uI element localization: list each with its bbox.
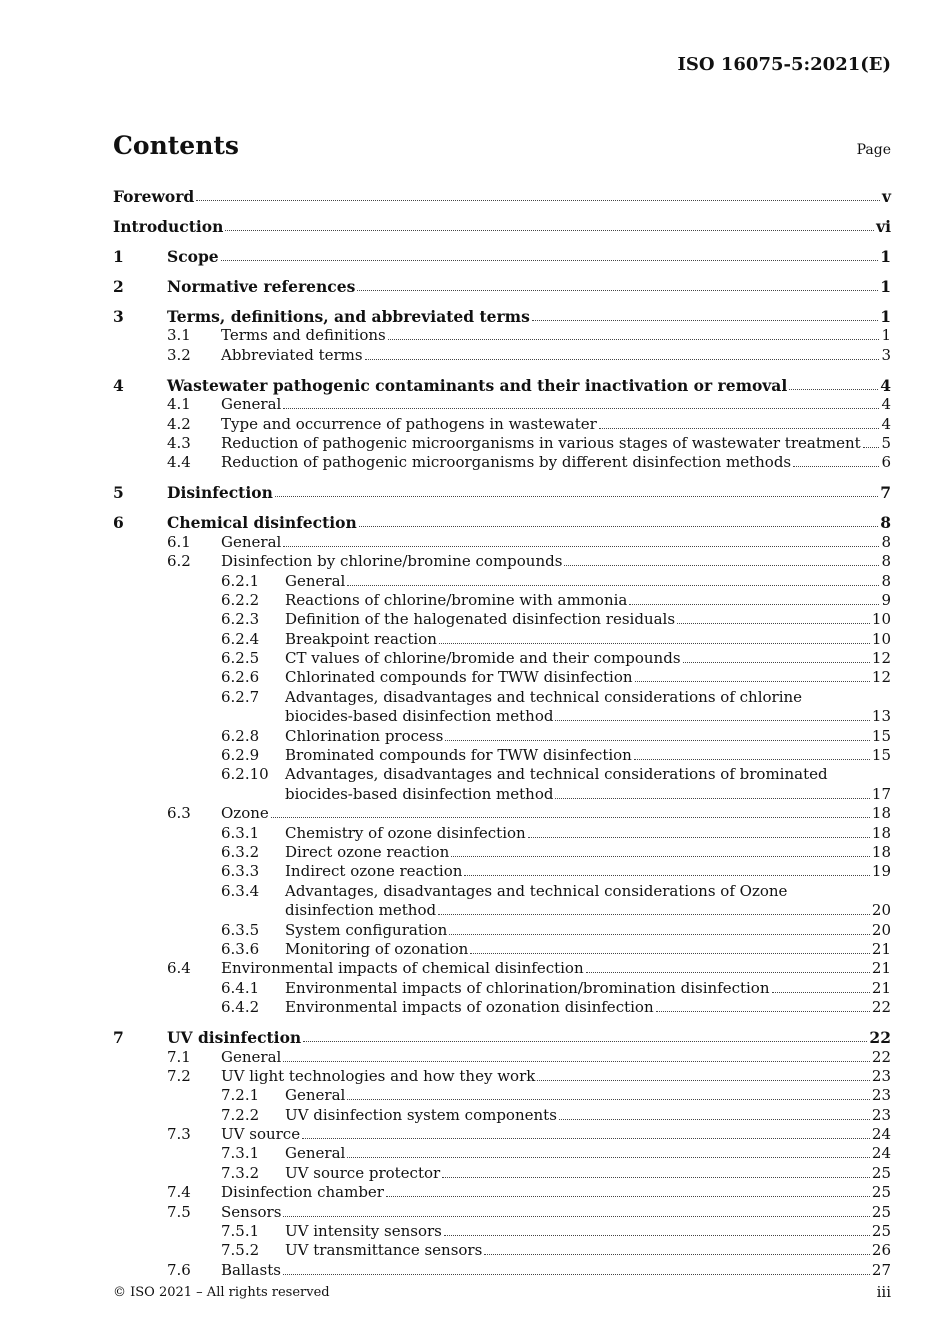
toc-entry-number: 7.5.1: [221, 1222, 260, 1241]
toc-entry[interactable]: [113, 862, 891, 881]
toc-entry-title: Type and occurrence of pathogens in wastewater: [221, 414, 597, 433]
toc-entry-page: 12: [871, 649, 891, 668]
toc-entry-page: 1: [880, 247, 891, 266]
toc-entry[interactable]: [113, 395, 891, 414]
toc-entry-page: 4: [880, 375, 891, 395]
leader-dots: [599, 428, 880, 429]
leader-dots: [635, 681, 870, 682]
toc-entry-page: 21: [871, 939, 891, 958]
toc-entry-number: 6.2.10: [221, 765, 269, 784]
toc-entry[interactable]: [113, 1202, 891, 1221]
toc-entry-page: 5: [881, 433, 891, 452]
toc-entry[interactable]: [113, 959, 891, 978]
toc-entry-page: 7: [880, 483, 891, 503]
toc-entry-page: 8: [881, 571, 891, 590]
toc-entry-page: 19: [871, 862, 891, 881]
toc-entry-title: Direct ozone reaction: [285, 842, 450, 861]
toc-entry-title: UV intensity sensors: [285, 1222, 442, 1241]
toc-entry-number: 7.1: [167, 1047, 191, 1066]
toc-entry-title: Introduction: [113, 217, 224, 236]
toc-entry-title: Advantages, disadvantages and technical considerations of brominated: [285, 765, 828, 784]
leader-dots: [302, 1138, 870, 1139]
toc-entry-number: 7.4: [167, 1183, 191, 1202]
toc-entry-number: 7.5.2: [221, 1241, 260, 1260]
toc-entry-title: General: [221, 1047, 282, 1066]
toc-entry[interactable]: [113, 215, 891, 236]
toc-entry-number: 6.2: [167, 552, 191, 571]
toc-entry-number: 6.2.5: [221, 649, 260, 668]
leader-dots: [634, 759, 870, 760]
toc-entry[interactable]: [113, 591, 891, 610]
toc-entry[interactable]: [113, 345, 891, 364]
toc-entry[interactable]: [113, 1144, 891, 1163]
toc-entry-title: Chlorinated compounds for TWW disinfection: [285, 668, 633, 687]
toc-entry[interactable]: [113, 1260, 891, 1279]
leader-dots: [444, 1235, 870, 1236]
toc-entry-page: 12: [871, 668, 891, 687]
toc-entry-title: Chemistry of ozone disinfection: [285, 823, 526, 842]
toc-entry-title: Advantages, disadvantages and technical considerations of chlorine: [285, 687, 803, 706]
leader-dots: [303, 1041, 867, 1042]
leader-dots: [283, 408, 879, 409]
toc-entry-page: 23: [871, 1066, 891, 1085]
toc-entry-title: System configuration: [285, 920, 448, 939]
toc-entry-title: Reactions of chlorine/bromine with ammonia: [285, 590, 628, 609]
toc-entry-number: 4.1: [167, 395, 191, 414]
toc-entry-number: 7.2: [167, 1066, 191, 1085]
toc-entry[interactable]: [113, 1067, 891, 1086]
toc-entry-number: 7.3.1: [221, 1144, 260, 1163]
toc-entry-page: 1: [880, 277, 891, 296]
toc-entry-number: 6.3.6: [221, 939, 260, 958]
toc-entry-number: 6.3.2: [221, 842, 260, 861]
toc-entry[interactable]: [113, 532, 891, 551]
toc-entry-page: 26: [871, 1241, 891, 1260]
leader-dots: [438, 914, 870, 915]
toc-entry-title: Terms, definitions, and abbreviated terms: [167, 307, 530, 326]
leader-dots: [470, 953, 870, 954]
toc-entry-title: Indirect ozone reaction: [285, 862, 463, 881]
leader-dots: [586, 972, 870, 973]
toc-entry-title: Ozone: [221, 804, 269, 823]
leader-dots: [537, 1080, 870, 1081]
leader-dots: [677, 623, 870, 624]
toc-entry-page: 9: [881, 590, 891, 609]
toc-entry-page: 1: [880, 307, 891, 326]
toc-entry-page: 8: [881, 532, 891, 551]
toc-entry-page: 27: [871, 1260, 891, 1279]
toc-entry-title: Scope: [167, 247, 219, 266]
toc-entry-title: Disinfection chamber: [221, 1183, 384, 1202]
toc-entry-page: 25: [871, 1202, 891, 1221]
toc-entry-continuation[interactable]: [113, 901, 891, 920]
toc-entry-title: Advantages, disadvantages and technical considerations of Ozone: [285, 881, 788, 900]
leader-dots: [442, 1177, 870, 1178]
toc-entry-page: 24: [871, 1125, 891, 1144]
toc-entry-page: v: [881, 187, 891, 206]
toc-entry-page: 23: [871, 1105, 891, 1124]
toc-entry[interactable]: [113, 1105, 891, 1124]
toc-entry[interactable]: [113, 481, 891, 502]
leader-dots: [528, 837, 870, 838]
toc-entry[interactable]: [113, 978, 891, 997]
toc-entry[interactable]: [113, 1086, 891, 1105]
toc-entry-title: Environmental impacts of chlorination/bromination disinfection: [285, 978, 770, 997]
toc-entry-number: 6: [113, 513, 124, 533]
toc-entry[interactable]: [113, 668, 891, 687]
toc-entry-number: 7.2.2: [221, 1105, 260, 1124]
leader-dots: [221, 260, 879, 261]
toc-entry-number: 7: [113, 1028, 124, 1048]
toc-entry-page: vi: [876, 217, 891, 236]
leader-dots: [365, 359, 880, 360]
toc-entry-number: 7.3.2: [221, 1163, 260, 1182]
toc-entry-title: UV source protector: [285, 1163, 441, 1182]
leader-dots: [196, 200, 880, 201]
leader-dots: [793, 466, 879, 467]
leader-dots: [359, 526, 878, 527]
leader-dots: [347, 585, 879, 586]
leader-dots: [772, 992, 870, 993]
toc-entry[interactable]: [113, 726, 891, 745]
toc-entry-page: 20: [871, 901, 891, 920]
toc-entry-title: Terms and definitions: [221, 326, 386, 345]
toc-entry-title: Brominated compounds for TWW disinfection: [285, 746, 632, 765]
leader-dots: [283, 1274, 870, 1275]
toc-entry-title: Ballasts: [221, 1260, 281, 1279]
leader-dots: [283, 1061, 870, 1062]
toc-entry-page: 8: [881, 552, 891, 571]
leader-dots: [629, 604, 879, 605]
document-code: ISO 16075-5:2021(E): [677, 54, 891, 75]
toc-entry-page: 13: [871, 707, 891, 726]
toc-entry[interactable]: [113, 305, 891, 326]
toc-entry-title: Disinfection by chlorine/bromine compounds: [221, 552, 563, 571]
toc-entry[interactable]: [113, 1241, 891, 1260]
toc-entry-title-continuation: biocides-based disinfection method: [285, 707, 554, 726]
toc-entry-title: Foreword: [113, 187, 195, 206]
toc-entry[interactable]: [113, 1183, 891, 1202]
leader-dots: [532, 320, 878, 321]
toc-entry-title: General: [221, 532, 282, 551]
toc-entry[interactable]: [113, 746, 891, 765]
toc-entry-number: 6.2.7: [221, 687, 260, 706]
toc-entry-page: 15: [871, 746, 891, 765]
toc-entry-number: 6.3.3: [221, 862, 260, 881]
toc-entry[interactable]: [113, 552, 891, 571]
toc-entry[interactable]: [113, 998, 891, 1017]
toc-entry-page: 1: [881, 326, 891, 345]
leader-dots: [564, 565, 879, 566]
leader-dots: [388, 339, 880, 340]
toc-entry-number: 6.3.1: [221, 823, 260, 842]
toc-entry[interactable]: [113, 649, 891, 668]
toc-entry-title: Monitoring of ozonation: [285, 939, 469, 958]
leader-dots: [451, 856, 870, 857]
toc-entry[interactable]: [113, 804, 891, 823]
toc-entry-number: 6.4.1: [221, 978, 260, 997]
toc-entry-page: 3: [881, 345, 891, 364]
toc-entry-number: 3.2: [167, 345, 191, 364]
toc-entry-number: 6.1: [167, 532, 191, 551]
toc-entry[interactable]: [113, 1026, 891, 1047]
toc-entry-number: 6.2.8: [221, 726, 260, 745]
leader-dots: [863, 447, 880, 448]
toc-entry[interactable]: [113, 275, 891, 296]
toc-entry-page: 18: [871, 823, 891, 842]
page-column-label: Page: [856, 142, 891, 158]
toc-entry[interactable]: [113, 1163, 891, 1182]
toc-entry-title: Wastewater pathogenic contaminants and their inactivation or removal: [167, 375, 788, 395]
toc-entry[interactable]: [113, 687, 891, 706]
toc-entry[interactable]: [113, 920, 891, 939]
leader-dots: [283, 546, 879, 547]
leader-dots: [357, 290, 878, 291]
toc-entry-title: Normative references: [167, 277, 356, 296]
toc-entry-title: General: [285, 1144, 346, 1163]
toc-entry-title: Chemical disinfection: [167, 513, 357, 533]
leader-dots: [555, 798, 869, 799]
toc-entry-title: Chlorination process: [285, 726, 444, 745]
toc-entry-number: 7.3: [167, 1125, 191, 1144]
toc-entry[interactable]: [113, 571, 891, 590]
toc-entry[interactable]: [113, 414, 891, 433]
toc-entry-title: General: [285, 571, 346, 590]
toc-entry-title-continuation: biocides-based disinfection method: [285, 784, 554, 803]
leader-dots: [283, 1216, 869, 1217]
leader-dots: [439, 643, 870, 644]
toc-entry-page: 15: [871, 726, 891, 745]
toc-entry-number: 4: [113, 375, 124, 395]
toc-entry-number: 4.2: [167, 414, 191, 433]
toc-entry[interactable]: [113, 1222, 891, 1241]
leader-dots: [484, 1254, 870, 1255]
toc-entry-number: 6.4.2: [221, 998, 260, 1017]
toc-entry-number: 2: [113, 277, 124, 296]
toc-entry-page: 17: [871, 784, 891, 803]
toc-entry-number: 6.4: [167, 959, 191, 978]
leader-dots: [555, 720, 869, 721]
toc-entry-title: UV light technologies and how they work: [221, 1066, 536, 1085]
toc-entry-page: 22: [871, 998, 891, 1017]
toc-entry-page: 25: [871, 1183, 891, 1202]
toc-entry[interactable]: [113, 511, 891, 532]
toc-entry-title: UV source: [221, 1125, 301, 1144]
toc-entry-number: 6.3: [167, 804, 191, 823]
leader-dots: [275, 496, 878, 497]
toc-entry-title: CT values of chlorine/bromide and their compounds: [285, 649, 681, 668]
toc-entry[interactable]: [113, 326, 891, 345]
leader-dots: [271, 817, 870, 818]
toc-entry[interactable]: [113, 765, 891, 784]
toc-entry[interactable]: [113, 434, 891, 453]
leader-dots: [225, 230, 874, 231]
leader-dots: [347, 1099, 870, 1100]
leader-dots: [559, 1119, 870, 1120]
leader-dots: [386, 1196, 870, 1197]
leader-dots: [683, 662, 870, 663]
toc-entry-number: 6.3.5: [221, 920, 260, 939]
toc-entry-page: 18: [871, 804, 891, 823]
leader-dots: [347, 1157, 870, 1158]
toc-entry-title: UV transmittance sensors: [285, 1241, 483, 1260]
toc-entry-title: Definition of the halogenated disinfection residuals: [285, 610, 676, 629]
toc-entry-page: 10: [871, 629, 891, 648]
toc-entry-page: 24: [871, 1144, 891, 1163]
toc-entry-page: 20: [871, 920, 891, 939]
toc-entry[interactable]: [113, 1047, 891, 1066]
toc-entry-title-continuation: disinfection method: [285, 901, 437, 920]
toc-entry-number: 6.2.2: [221, 590, 260, 609]
toc-entry[interactable]: [113, 629, 891, 648]
leader-dots: [656, 1011, 870, 1012]
toc-entry-number: 6.2.6: [221, 668, 260, 687]
toc-entry[interactable]: [113, 374, 891, 395]
toc-entry-number: 1: [113, 247, 124, 266]
toc-entry[interactable]: [113, 610, 891, 629]
toc-entry-number: 6.2.4: [221, 629, 260, 648]
toc-entry-page: 25: [871, 1222, 891, 1241]
toc-entry[interactable]: [113, 823, 891, 842]
toc-entry-continuation[interactable]: [113, 784, 891, 803]
toc-entry-page: 6: [881, 453, 891, 472]
toc-entry-title: UV disinfection system components: [285, 1105, 557, 1124]
toc-entry[interactable]: [113, 881, 891, 900]
toc-entry-title: Reduction of pathogenic microorganisms by different disinfection methods: [221, 453, 792, 472]
toc-entry-title: General: [221, 395, 282, 414]
toc-entry-page: 22: [871, 1047, 891, 1066]
toc-entry[interactable]: [113, 453, 891, 472]
page-title: Contents: [113, 131, 240, 160]
toc-entry-number: 3: [113, 307, 124, 326]
leader-dots: [445, 740, 870, 741]
toc-entry-page: 21: [871, 959, 891, 978]
toc-entry-title: Abbreviated terms: [221, 345, 363, 364]
toc-entry-page: 22: [869, 1028, 891, 1048]
toc-entry-number: 7.6: [167, 1260, 191, 1279]
toc-entry-number: 4.3: [167, 433, 191, 452]
toc-entry-number: 7.5: [167, 1202, 191, 1221]
toc-entry-title: Sensors: [221, 1202, 282, 1221]
toc-entry-title: Breakpoint reaction: [285, 629, 437, 648]
toc-entry-number: 5: [113, 483, 124, 503]
page-number: iii: [876, 1283, 891, 1301]
copyright-notice: © ISO 2021 – All rights reserved: [113, 1285, 330, 1300]
toc-entry-page: 8: [880, 513, 891, 533]
toc-entry-number: 7.2.1: [221, 1086, 260, 1105]
toc-entry-continuation[interactable]: [113, 707, 891, 726]
toc-entry-page: 10: [871, 610, 891, 629]
toc-entry[interactable]: [113, 843, 891, 862]
leader-dots: [449, 934, 870, 935]
toc-entry[interactable]: [113, 940, 891, 959]
leader-dots: [789, 389, 878, 390]
toc-entry-number: 6.2.1: [221, 571, 260, 590]
leader-dots: [464, 875, 869, 876]
toc-entry[interactable]: [113, 1125, 891, 1144]
toc-entry-title: UV disinfection: [167, 1028, 302, 1048]
toc-entry-page: 25: [871, 1163, 891, 1182]
toc-entry-title: Reduction of pathogenic microorganisms in various stages of wastewater treatment: [221, 433, 861, 452]
toc-entry-number: 4.4: [167, 453, 191, 472]
toc-entry[interactable]: [113, 245, 891, 266]
toc-entry-number: 6.3.4: [221, 881, 260, 900]
toc-entry-page: 4: [881, 395, 891, 414]
toc-entry-number: 3.1: [167, 326, 191, 345]
toc-entry-page: 21: [871, 978, 891, 997]
toc-entry-number: 6.2.9: [221, 746, 260, 765]
toc-entry-title: Disinfection: [167, 483, 273, 503]
toc-entry-page: 23: [871, 1086, 891, 1105]
toc-entry-page: 4: [881, 414, 891, 433]
table-of-contents: [113, 185, 891, 1280]
toc-entry-title: Environmental impacts of ozonation disinfection: [285, 998, 654, 1017]
toc-entry-title: Environmental impacts of chemical disinfection: [221, 959, 584, 978]
toc-entry-title: General: [285, 1086, 346, 1105]
toc-entry[interactable]: [113, 185, 891, 206]
toc-entry-number: 6.2.3: [221, 610, 260, 629]
toc-entry-page: 18: [871, 842, 891, 861]
